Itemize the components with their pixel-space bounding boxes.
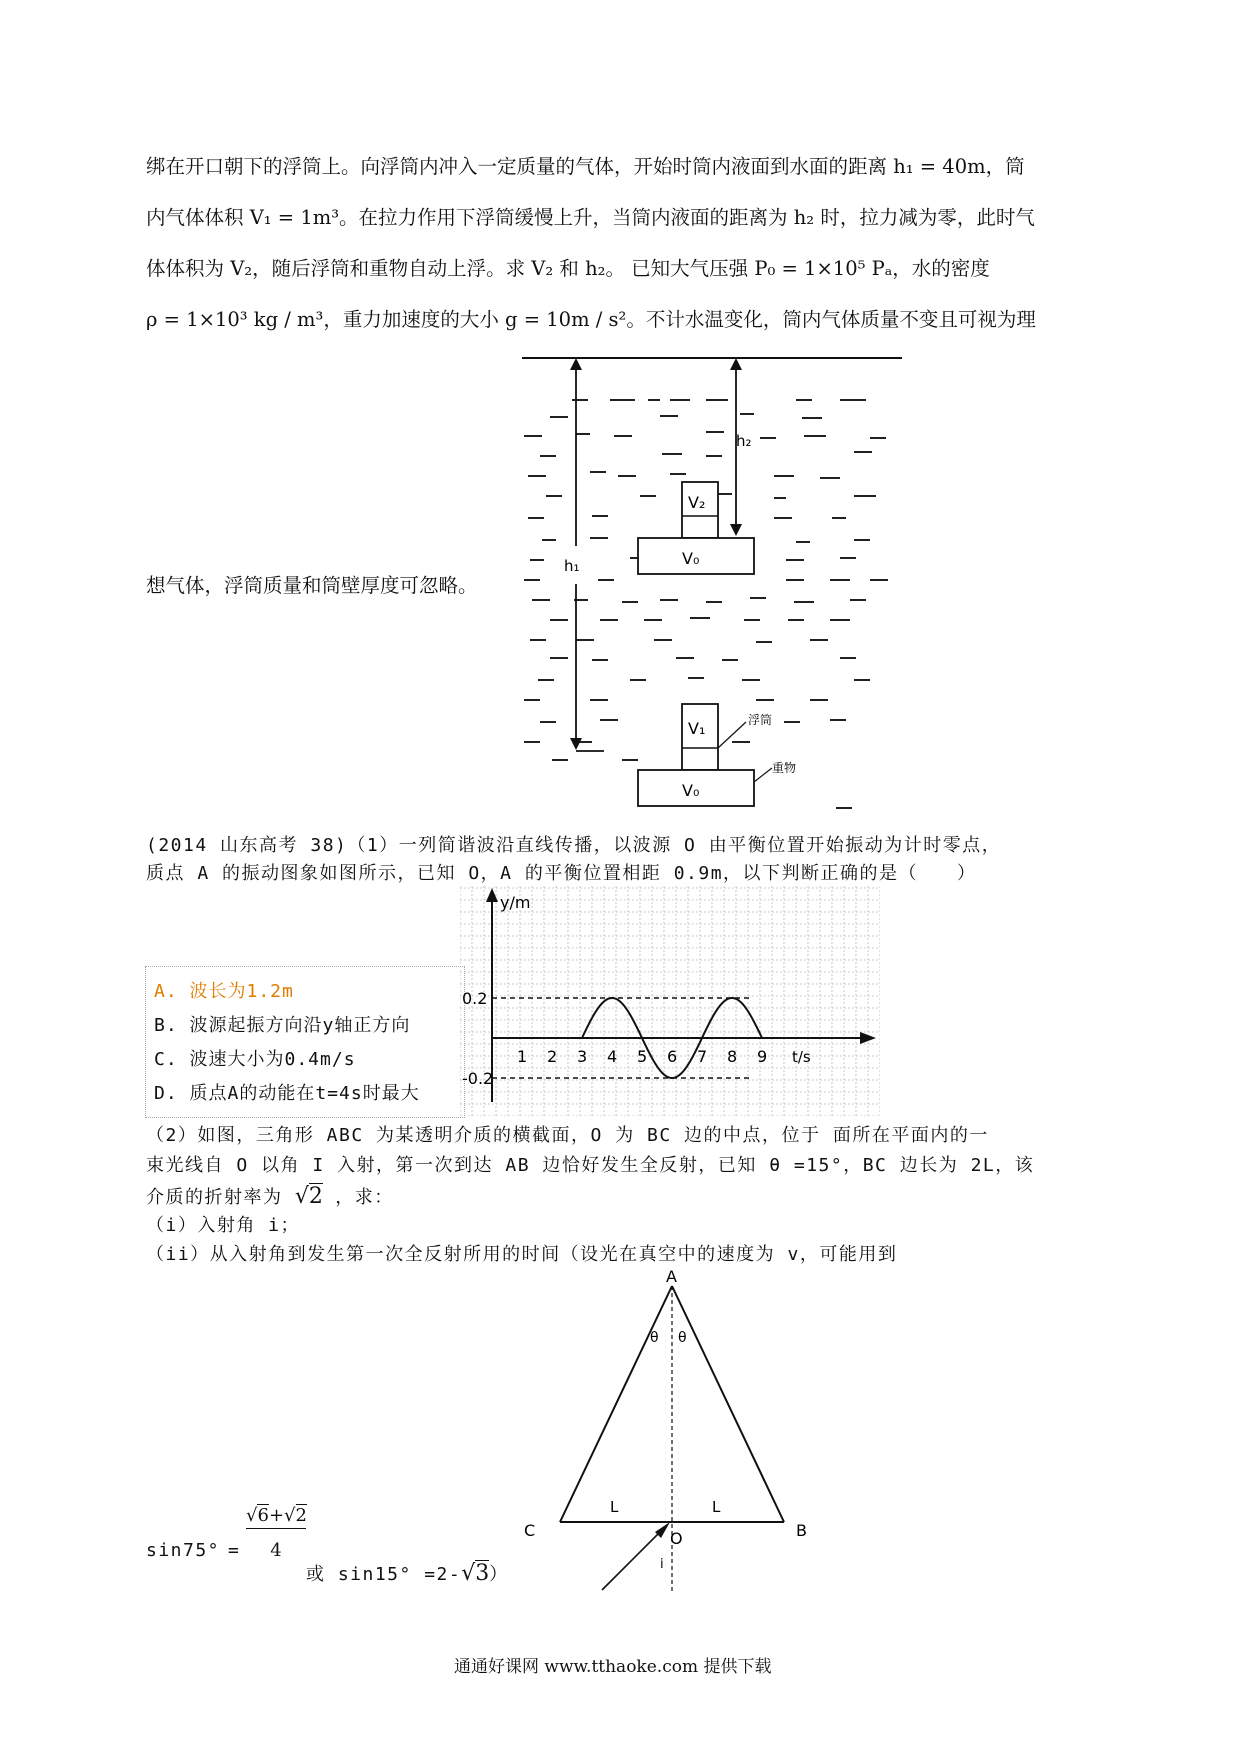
y-tick-label: 0.2 <box>462 989 488 1008</box>
problem3-line1: （2）如图，三角形 ABC 为某透明介质的横截面，O 为 BC 边的中点，位于 面所在平面内的一 <box>146 1125 989 1146</box>
theta-left: θ <box>650 1330 659 1346</box>
sqrt2-radical: √2 <box>294 1184 323 1209</box>
problem3-line3-prefix: 介质的折射率为 <box>146 1187 283 1208</box>
problem1-line2: 内气体体积 V₁ = 1m³。在拉力作用下浮筒缓慢上升，当筒内液面的距离为 h₂ 时，拉力减为零，此时气 <box>146 206 1035 229</box>
incident-ray <box>602 1528 664 1590</box>
formula-numerator: √6+√2 <box>246 1505 306 1529</box>
l-left: L <box>610 1498 619 1516</box>
vertex-c: C <box>524 1521 536 1540</box>
x-tick-label: 6 <box>667 1047 678 1066</box>
choice-a[interactable]: A. 波长为1.2m <box>154 981 294 1002</box>
vibration-chart <box>460 886 880 1116</box>
y-tick-label: -0.2 <box>462 1069 494 1088</box>
sqrt6-value: 6 <box>257 1505 269 1526</box>
x-tick-label: 7 <box>697 1047 708 1066</box>
problem3-line5: （ii）从入射角到发生第一次全反射所用的时间（设光在真空中的速度为 v，可能用到 <box>146 1244 898 1265</box>
angle-i: i <box>660 1557 664 1572</box>
formula-or-sin15 <box>306 1560 509 1586</box>
choice-b[interactable]: B. 波源起振方向沿y轴正方向 <box>154 1015 411 1036</box>
choice-c[interactable]: C. 波速大小为0.4m/s <box>154 1049 356 1070</box>
point-o: O <box>670 1529 683 1548</box>
x-tick-label: 3 <box>577 1047 588 1066</box>
formula-eq: = <box>228 1540 241 1561</box>
x-tick-label: 5 <box>637 1047 648 1066</box>
choices-box <box>145 966 465 1118</box>
v0-bottom-label: V₀ <box>682 781 700 800</box>
x-axis-label: t/s <box>792 1048 811 1066</box>
l-right: L <box>712 1498 721 1516</box>
formula-sin15-text: 或 sin15° =2- <box>306 1564 462 1585</box>
problem2-line1: (2014 山东高考 38)（1）一列简谐波沿直线传播，以波源 O 由平衡位置开始振动为计时零点， <box>146 835 1002 856</box>
triangle-figure <box>510 1270 840 1600</box>
float-callout: 浮筒 <box>748 713 773 727</box>
x-tick-label: 1 <box>517 1047 528 1066</box>
problem1-line3: 体体积为 V₂，随后浮筒和重物自动上浮。求 V₂ 和 h₂。 已知大气压强 P₀ = 1×10⁵ Pₐ，水的密度 <box>146 257 990 280</box>
sqrt2-value: 2 <box>308 1184 323 1209</box>
y-axis-label: y/m <box>500 893 531 912</box>
side-ac <box>560 1286 672 1522</box>
sqrt3-radical: √3 <box>461 1561 490 1586</box>
weight-callout: 重物 <box>772 761 797 775</box>
problem3-line4: （i）入射角 i； <box>146 1215 301 1236</box>
formula-close: ） <box>489 1564 509 1585</box>
formula-denominator: 4 <box>270 1540 282 1561</box>
problem1-line1: 绑在开口朝下的浮筒上。向浮筒内冲入一定质量的气体，开始时筒内液面到水面的距离 h₁ = 40m，筒 <box>146 155 1025 178</box>
h2-label: h₂ <box>736 432 752 450</box>
float-figure <box>510 352 910 822</box>
h1-label: h₁ <box>564 557 580 575</box>
problem2-line2: 质点 A 的振动图象如图所示，已知 O，A 的平衡位置相距 0.9m，以下判断正确的是（ ） <box>146 863 977 884</box>
formula-sin75: sin75° <box>146 1540 221 1561</box>
v0-top-label: V₀ <box>682 549 700 568</box>
x-tick-label: 8 <box>727 1047 738 1066</box>
side-ab <box>672 1286 784 1522</box>
problem3-line3 <box>146 1183 394 1209</box>
vertex-b: B <box>796 1521 807 1540</box>
problem3-line2: 束光线自 O 以角 I 入射，第一次到达 AB 边恰好发生全反射，已知 θ =15°，BC 边长为 2L，该 <box>146 1155 1035 1176</box>
theta-right: θ <box>678 1330 687 1346</box>
sqrt2b-value: 2 <box>295 1505 307 1526</box>
x-tick-label: 4 <box>607 1047 618 1066</box>
page-footer: 通通好课网 www.tthaoke.com 提供下载 <box>454 1657 772 1677</box>
x-tick-label: 2 <box>547 1047 558 1066</box>
problem1-line5: 想气体，浮筒质量和筒壁厚度可忽略。 <box>146 574 478 597</box>
vertex-a: A <box>666 1270 677 1286</box>
choice-d[interactable]: D. 质点A的动能在t=4s时最大 <box>154 1083 420 1104</box>
v1-label: V₁ <box>688 719 706 738</box>
formula-plus: + <box>268 1505 285 1526</box>
problem3-line3-suffix: ，求： <box>335 1187 394 1208</box>
v2-label: V₂ <box>688 493 706 512</box>
x-tick-label: 9 <box>757 1047 768 1066</box>
problem1-line4: ρ = 1×10³ kg / m³，重力加速度的大小 g = 10m / s²。不计水温变化，筒内气体质量不变且可视为理 <box>146 308 1036 331</box>
sqrt3-value: 3 <box>475 1561 490 1586</box>
